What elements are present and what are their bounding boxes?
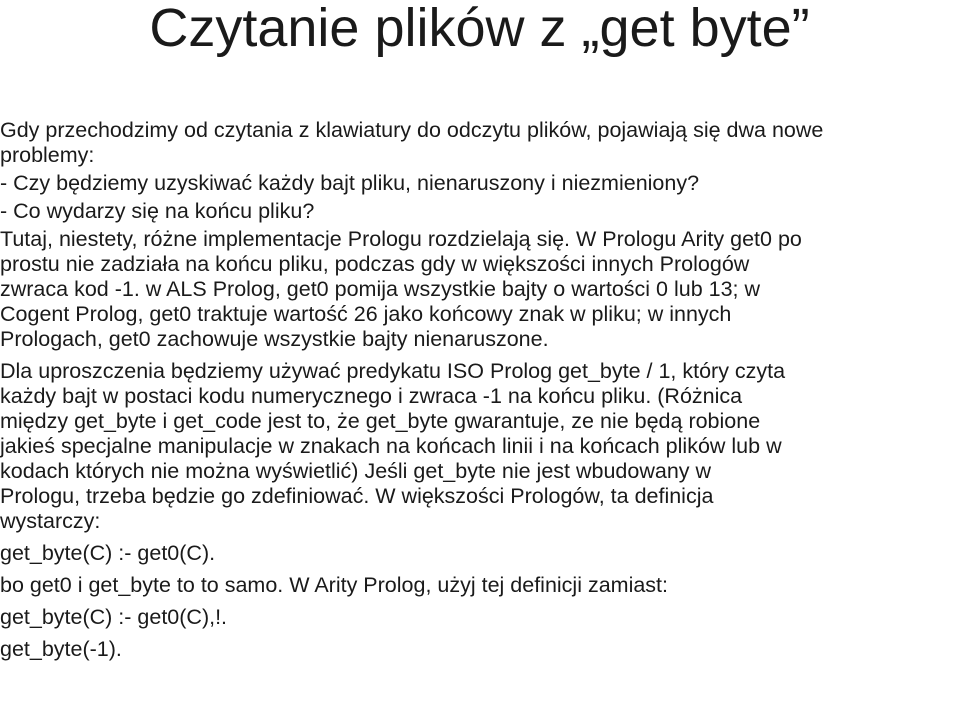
code-line-arity-definition: get_byte(C) :- get0(C),!. [0,605,228,629]
paragraph-implementations [0,227,959,352]
code-line-definition: get_byte(C) :- get0(C). [0,541,216,565]
text-line: między get_byte i get_code jest to, że get_byte gwarantuje, ze nie będą robione [0,409,761,433]
text-line: zwraca kod -1. w ALS Prolog, get0 pomija wszystkie bajty o wartości 0 lub 13; w [0,277,761,301]
text-line: Prologach, get0 zachowuje wszystkie bajty nienaruszone. [0,327,549,351]
text-line: każdy bajt w postaci kodu numerycznego i zwraca -1 na końcu pliku. (Różnica [0,384,743,408]
text-line: prostu nie zadziała na końcu pliku, podczas gdy w większości innych Prologów [0,252,750,276]
paragraph-get-byte [0,359,959,534]
paragraph-intro [0,118,959,168]
text-line-arity-note: bo get0 i get_byte to to samo. W Arity Prolog, użyj tej definicji zamiast: [0,573,669,597]
code-line-arity-fallback: get_byte(-1). [0,637,122,661]
text-line: Prologu, trzeba będzie go zdefiniować. W większości Prologów, ta definicja [0,484,714,508]
text-line: jakieś specjalne manipulacje w znakach na końcach linii i na końcach plików lub w [0,434,782,458]
text-line: problemy: [0,143,95,167]
text-line: Gdy przechodzimy od czytania z klawiatury do odczytu plików, pojawiają się dwa nowe [0,118,824,142]
text-line: Dla uproszczenia będziemy używać predykatu ISO Prolog get_byte / 1, który czyta [0,359,786,383]
paragraph-question-bytes [0,171,959,196]
text-line: - Czy będziemy uzyskiwać każdy bajt pliku, nienaruszony i niezmieniony? [0,171,700,195]
paragraph-question-eof [0,199,959,224]
text-line: Cogent Prolog, get0 traktuje wartość 26 jako końcowy znak w pliku; w innych [0,302,732,326]
slide-body [0,118,959,662]
text-line: Tutaj, niestety, różne implementacje Prologu rozdzielają się. W Prologu Arity get0 po [0,227,802,251]
text-line: wystarczy: [0,509,101,533]
slide-title: Czytanie plików z „get byte” [149,0,810,58]
text-line: - Co wydarzy się na końcu pliku? [0,199,315,223]
text-line: kodach których nie można wyświetlić) Jeśli get_byte nie jest wbudowany w [0,459,712,483]
